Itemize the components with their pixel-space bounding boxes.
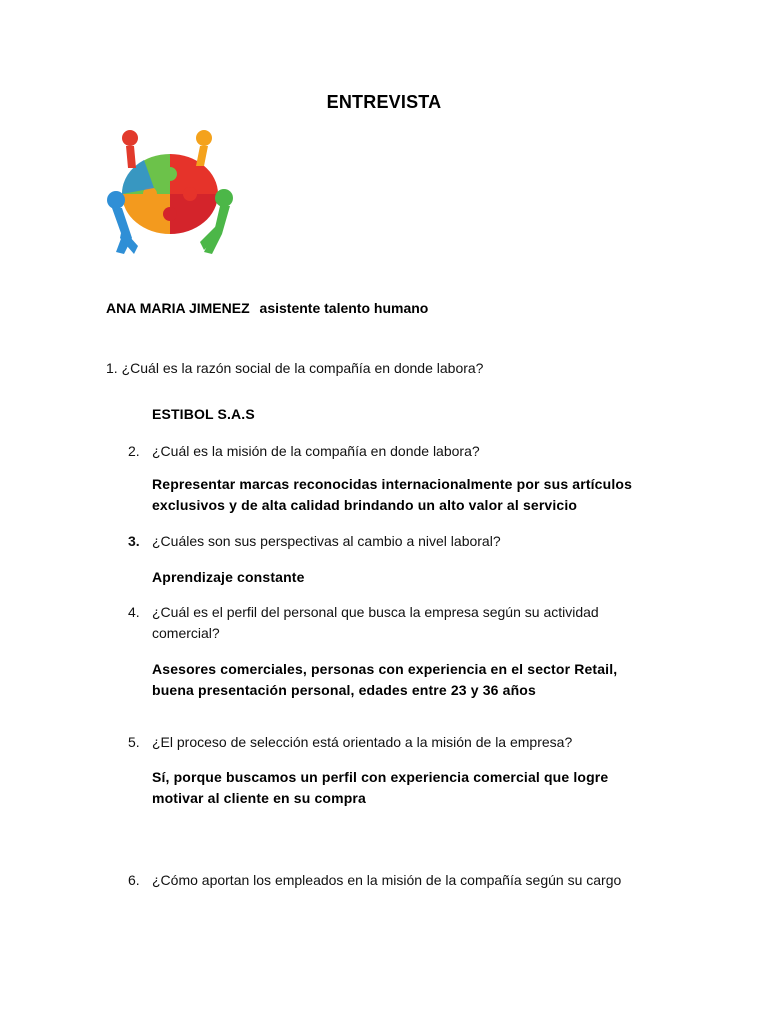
question-number: 5. — [128, 734, 140, 750]
question-number: 3. — [128, 533, 140, 549]
question-number: 4. — [128, 604, 140, 620]
answer-line: Asesores comerciales, personas con experiencia en el sector Retail, — [152, 661, 618, 677]
interviewee-role: asistente talento humano — [259, 300, 429, 316]
document-title: ENTREVISTA — [326, 92, 442, 112]
question-number: 6. — [128, 872, 140, 888]
question-text: ¿Cuál es la misión de la compañía en donde labora? — [152, 443, 480, 459]
answer-5 — [152, 767, 608, 809]
answer-line: Aprendizaje constante — [152, 569, 305, 585]
question-1 — [106, 358, 483, 379]
question-number: 2. — [128, 443, 140, 459]
answer-line: Representar marcas reconocidas internacionalmente por sus artículos — [152, 476, 632, 492]
question-number: 1. — [106, 360, 118, 376]
figure-orange — [196, 130, 212, 166]
figure-red — [122, 130, 138, 168]
question-text: ¿Cuáles son sus perspectivas al cambio a nivel laboral? — [152, 533, 501, 549]
interviewee-name: ANA MARIA JIMENEZ — [106, 300, 250, 316]
answer-2 — [152, 474, 632, 516]
puzzle-people-icon — [104, 128, 236, 260]
question-text: ¿Cuál es la razón social de la compañía en donde labora? — [121, 360, 484, 376]
question-text-line: ¿Cuál es el perfil del personal que busca la empresa según su actividad — [152, 604, 599, 620]
answer-line: ESTIBOL S.A.S — [152, 406, 255, 422]
answer-3 — [152, 567, 305, 588]
question-text: ¿El proceso de selección está orientado a la misión de la empresa? — [152, 734, 573, 750]
question-text-line: comercial? — [152, 625, 220, 641]
answer-4 — [152, 659, 617, 701]
answer-line: exclusivos y de alta calidad brindando un alto valor al servicio — [152, 497, 578, 513]
question-text: ¿Cómo aportan los empleados en la misión de la compañía según su cargo — [152, 872, 622, 888]
answer-line: motivar al cliente en su compra — [152, 790, 366, 806]
answer-1 — [152, 404, 255, 425]
answer-line: buena presentación personal, edades entre 23 y 36 años — [152, 682, 536, 698]
question-text — [152, 602, 672, 644]
answer-line: Sí, porque buscamos un perfil con experiencia comercial que logre — [152, 769, 609, 785]
interviewee — [106, 300, 428, 316]
